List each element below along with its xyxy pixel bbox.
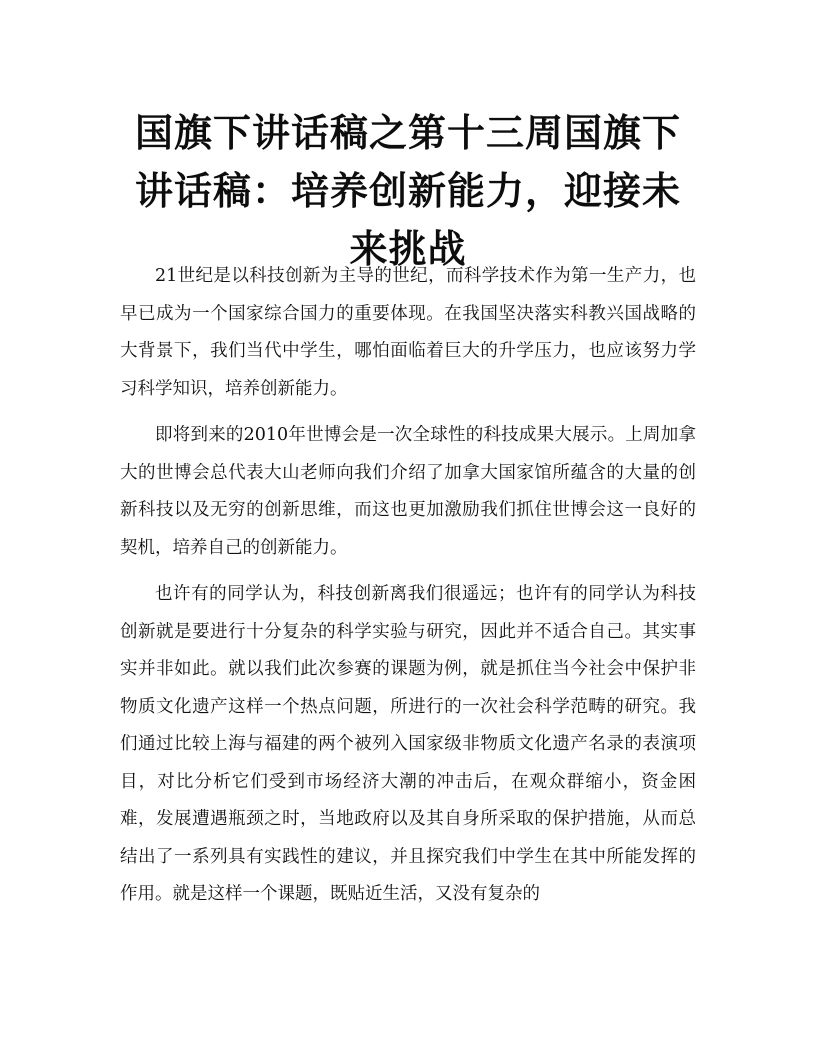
- paragraph: 即将到来的2010年世博会是一次全球性的科技成果大展示。上周加拿大的世博会总代表大山老师向我们介绍了加拿大国家馆所蕴含的大量的创新科技以及无穷的创新思维，而这也更加激励我们抓住世博会这一良好的契机，培养自己的创新能力。: [120, 425, 696, 558]
- paragraph: 21世纪是以科技创新为主导的世纪，而科学技术作为第一生产力，也早已成为一个国家综合国力的重要体现。在我国坚决落实科教兴国战略的大背景下，我们当代中学生，哪怕面临着巨大的升学压力，也应该努力学习科学知识，培养创新能力。: [120, 266, 696, 399]
- paragraph: 也许有的同学认为，科技创新离我们很遥远；也许有的同学认为科技创新就是要进行十分复杂的科学实验与研究，因此并不适合自己。其实事实并非如此。就以我们此次参赛的课题为例，就是抓住当今社会中保护非物质文化遗产这样一个热点问题，所进行的一次社会科学范畴的研究。我们通过比较上海与福建的两个被列入国家级非物质文化遗产名录的表演项目，对比分析它们受到市场经济大潮的冲击后，在观众群缩小，资金困难，发展遭遇瓶颈之时，当地政府以及其自身所采取的保护措施，从而总结出了一系列具有实践性的建议，并且探究我们中学生在其中所能发挥的作用。就是这样一个课题，既贴近生活，又没有复杂的: [120, 584, 696, 904]
- document-title: 国旗下讲话稿之第十三周国旗下讲话稿：培养创新能力，迎接未来挑战: [134, 110, 681, 271]
- document-body: [120, 258, 696, 923]
